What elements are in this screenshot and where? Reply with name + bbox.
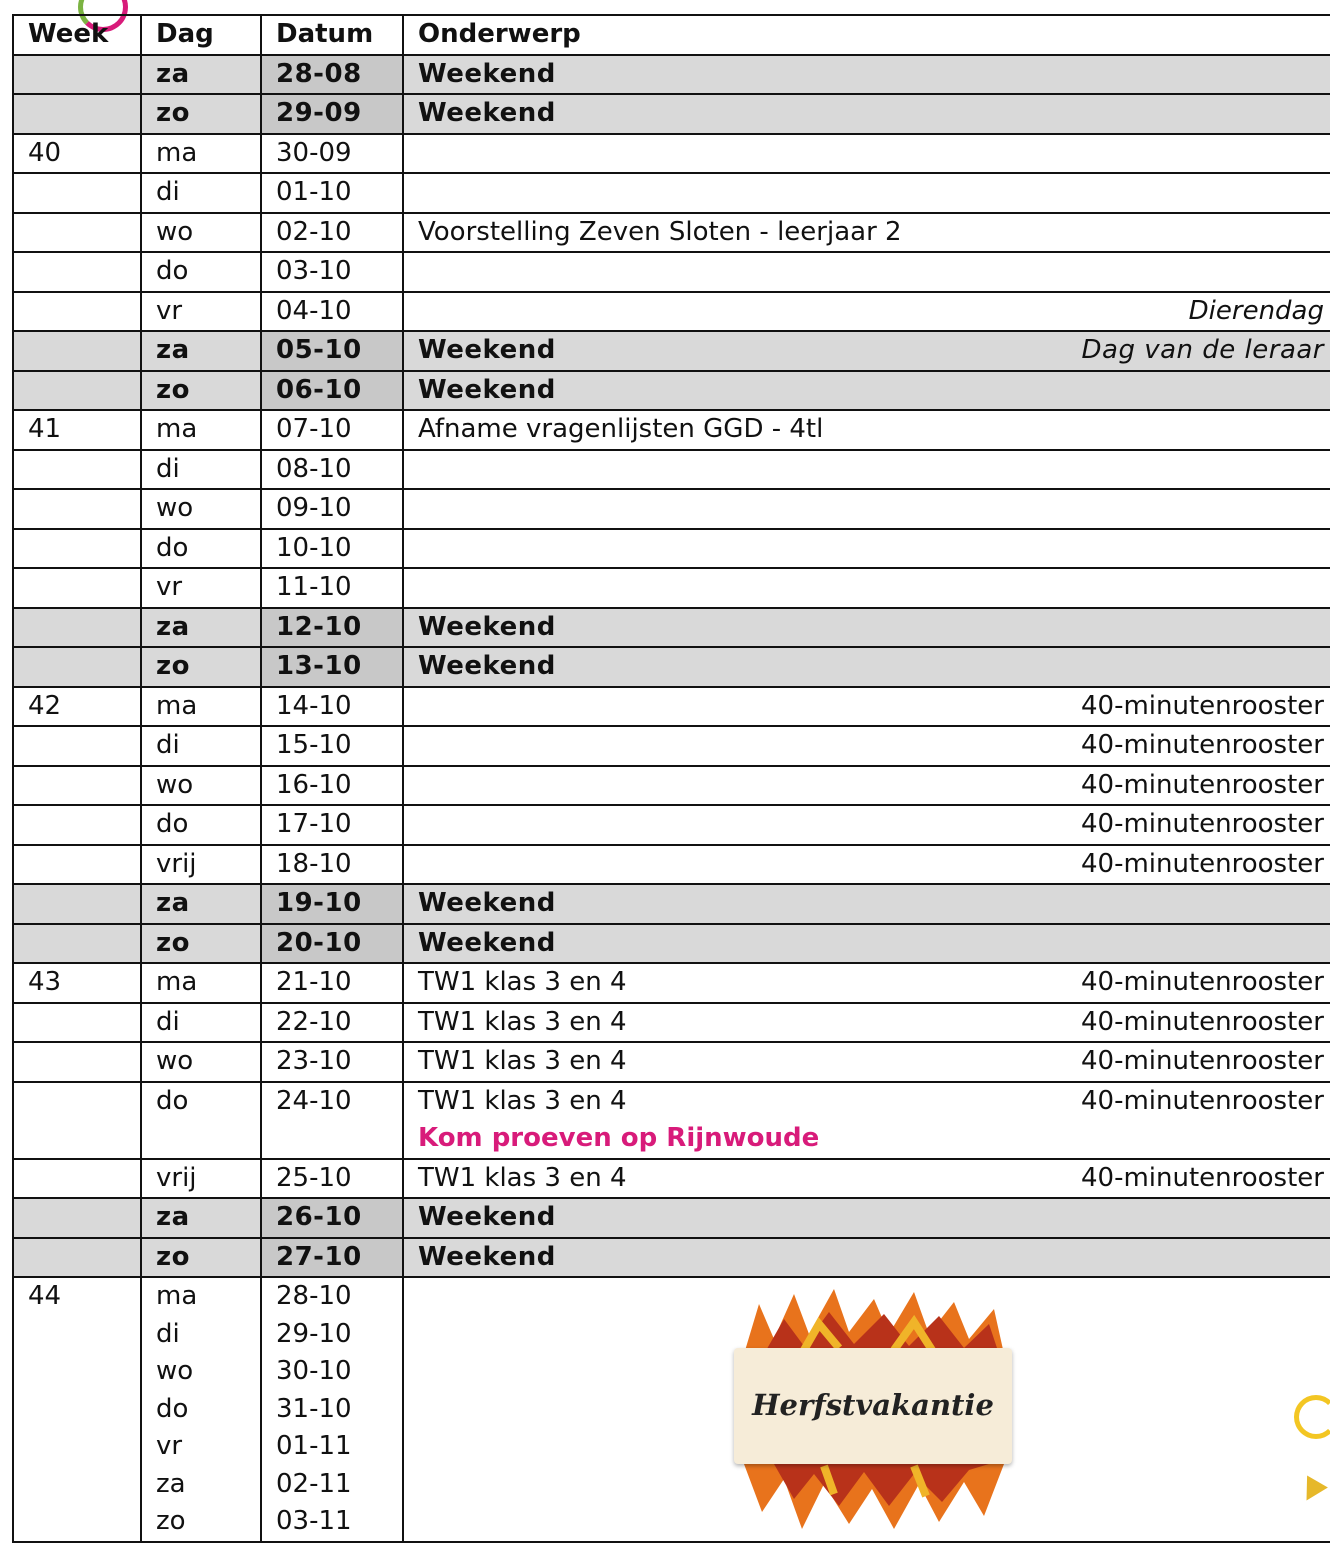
table-row	[13, 410, 1330, 450]
subject-text: Weekend	[418, 58, 556, 89]
day-cell: ma	[141, 134, 261, 174]
subject-cell	[403, 1003, 1330, 1043]
date-cell: 25-10	[261, 1159, 403, 1199]
day-cell: vr	[141, 568, 261, 608]
list-item: di	[156, 1318, 180, 1349]
subject-cell	[403, 845, 1330, 885]
date-cell: 19-10	[261, 884, 403, 924]
subject-cell	[403, 292, 1330, 332]
list-item: 02-11	[276, 1468, 352, 1499]
date-list-cell	[261, 1277, 403, 1542]
subject-cell	[403, 1082, 1330, 1159]
table-row	[13, 1159, 1330, 1199]
table-row	[13, 568, 1330, 608]
table-row	[13, 331, 1330, 371]
list-item: 29-10	[276, 1318, 352, 1349]
week-cell	[13, 647, 141, 687]
day-cell: zo	[141, 924, 261, 964]
day-cell: wo	[141, 1042, 261, 1082]
list-item: 28-10	[276, 1281, 352, 1311]
week-cell	[13, 94, 141, 134]
day-cell: ma	[141, 687, 261, 727]
subject-text: Weekend	[418, 611, 556, 642]
subject-text: Voorstelling Zeven Sloten - leerjaar 2	[418, 216, 902, 247]
table-row	[13, 608, 1330, 648]
date-cell: 10-10	[261, 529, 403, 569]
subject-text: TW1 klas 3 en 4	[418, 1046, 627, 1076]
date-cell: 24-10	[261, 1082, 403, 1159]
day-cell: do	[141, 1082, 261, 1159]
subject-text: Weekend	[418, 927, 556, 958]
table-row	[13, 489, 1330, 529]
date-cell: 04-10	[261, 292, 403, 332]
day-cell: di	[141, 1003, 261, 1043]
day-cell: do	[141, 529, 261, 569]
date-cell: 03-10	[261, 252, 403, 292]
week-cell	[13, 1003, 141, 1043]
day-cell: wo	[141, 213, 261, 253]
date-cell: 05-10	[261, 331, 403, 371]
week-cell: 44	[13, 1277, 141, 1542]
week-cell	[13, 173, 141, 213]
date-cell: 01-10	[261, 173, 403, 213]
table-row	[13, 173, 1330, 213]
week-cell	[13, 371, 141, 411]
day-cell: di	[141, 173, 261, 213]
note-text: 40-minutenrooster	[1080, 1085, 1324, 1116]
note-text: 40-minutenrooster	[1080, 809, 1324, 839]
header-week: Week	[13, 15, 141, 55]
date-cell: 21-10	[261, 963, 403, 1003]
note-text: 40-minutenrooster	[1080, 1046, 1324, 1076]
list-item: 31-10	[276, 1393, 352, 1424]
table-row	[13, 529, 1330, 569]
table-row	[13, 252, 1330, 292]
subject-text: Weekend	[418, 374, 556, 405]
date-cell: 14-10	[261, 687, 403, 727]
subject-text: TW1 klas 3 en 4	[418, 1162, 627, 1193]
subject-cell	[403, 213, 1330, 253]
day-cell: za	[141, 884, 261, 924]
subject-cell	[403, 134, 1330, 174]
week-cell	[13, 450, 141, 490]
day-cell: do	[141, 252, 261, 292]
subject-cell	[403, 726, 1330, 766]
date-cell: 07-10	[261, 410, 403, 450]
day-cell: za	[141, 608, 261, 648]
date-cell: 28-08	[261, 55, 403, 95]
week-cell: 40	[13, 134, 141, 174]
subject-cell	[403, 371, 1330, 411]
week-cell	[13, 1082, 141, 1159]
table-row	[13, 292, 1330, 332]
date-cell: 27-10	[261, 1238, 403, 1278]
date-cell: 13-10	[261, 647, 403, 687]
subject-cell	[403, 805, 1330, 845]
table-row	[13, 647, 1330, 687]
list-item: 01-11	[276, 1431, 352, 1461]
week-cell	[13, 924, 141, 964]
week-cell	[13, 608, 141, 648]
table-row	[13, 726, 1330, 766]
header-row	[13, 15, 1330, 55]
holiday-label: Herfstvakantie	[734, 1348, 1012, 1464]
table-row	[13, 687, 1330, 727]
holiday-row	[13, 1277, 1330, 1542]
list-item: vr	[156, 1431, 183, 1461]
table-row	[13, 94, 1330, 134]
subject-cell	[403, 529, 1330, 569]
date-cell: 20-10	[261, 924, 403, 964]
date-cell: 18-10	[261, 845, 403, 885]
day-cell: wo	[141, 766, 261, 806]
date-cell: 26-10	[261, 1198, 403, 1238]
list-item: 03-11	[276, 1506, 352, 1536]
table-row	[13, 1003, 1330, 1043]
subject-cell	[403, 766, 1330, 806]
week-cell	[13, 252, 141, 292]
day-cell: za	[141, 1198, 261, 1238]
week-cell	[13, 766, 141, 806]
subject-cell	[403, 55, 1330, 95]
table-row	[13, 1042, 1330, 1082]
schedule-body	[13, 55, 1330, 1542]
note-text: 40-minutenrooster	[1080, 769, 1324, 800]
subject-text: Weekend	[418, 1241, 556, 1272]
table-row	[13, 766, 1330, 806]
day-cell: za	[141, 331, 261, 371]
subject-cell	[403, 647, 1330, 687]
header-datum: Datum	[261, 15, 403, 55]
week-cell	[13, 845, 141, 885]
date-cell: 15-10	[261, 726, 403, 766]
subject-text: Weekend	[418, 335, 556, 365]
subject-cell	[403, 410, 1330, 450]
list-item: wo	[156, 1356, 194, 1386]
subject-text: Afname vragenlijsten GGD - 4tl	[418, 414, 824, 444]
subject-cell	[403, 1159, 1330, 1199]
date-cell: 17-10	[261, 805, 403, 845]
date-cell: 22-10	[261, 1003, 403, 1043]
date-cell: 29-09	[261, 94, 403, 134]
subject-cell	[403, 608, 1330, 648]
list-item: ma	[156, 1281, 198, 1311]
header-dag: Dag	[141, 15, 261, 55]
schedule-table	[12, 14, 1330, 1543]
subject-cell	[403, 1042, 1330, 1082]
subject-text: Weekend	[418, 888, 556, 918]
note-text: 40-minutenrooster	[1080, 730, 1324, 760]
date-cell: 02-10	[261, 213, 403, 253]
week-cell	[13, 726, 141, 766]
subject-cell	[403, 884, 1330, 924]
subject-cell	[403, 489, 1330, 529]
subject-cell	[403, 94, 1330, 134]
week-cell	[13, 1198, 141, 1238]
date-cell: 11-10	[261, 568, 403, 608]
week-cell	[13, 489, 141, 529]
week-cell: 43	[13, 963, 141, 1003]
holiday-cell	[403, 1277, 1330, 1542]
note-text: 40-minutenrooster	[1080, 967, 1324, 997]
date-cell: 16-10	[261, 766, 403, 806]
day-list-cell	[141, 1277, 261, 1542]
day-cell: ma	[141, 963, 261, 1003]
subject-text: Weekend	[418, 1202, 556, 1232]
note-text: 40-minutenrooster	[1080, 690, 1324, 721]
table-row	[13, 1082, 1330, 1159]
day-cell: di	[141, 450, 261, 490]
date-cell: 08-10	[261, 450, 403, 490]
date-cell: 06-10	[261, 371, 403, 411]
week-cell	[13, 1042, 141, 1082]
note-text: Dag van de leraar	[1081, 335, 1324, 365]
day-cell: wo	[141, 489, 261, 529]
subject-text: Weekend	[418, 651, 556, 681]
subject-text: TW1 klas 3 en 4	[418, 1006, 627, 1037]
note-text: 40-minutenrooster	[1080, 1006, 1324, 1037]
day-cell: zo	[141, 1238, 261, 1278]
day-cell: zo	[141, 647, 261, 687]
table-row	[13, 845, 1330, 885]
subject-cell	[403, 924, 1330, 964]
subject-text: TW1 klas 3 en 4	[418, 1085, 627, 1116]
table-row	[13, 1238, 1330, 1278]
subject-cell	[403, 173, 1330, 213]
day-cell: vrij	[141, 1159, 261, 1199]
subject-cell	[403, 450, 1330, 490]
table-row	[13, 805, 1330, 845]
week-cell: 41	[13, 410, 141, 450]
holiday-image	[714, 1284, 1034, 1534]
date-cell: 12-10	[261, 608, 403, 648]
week-cell	[13, 805, 141, 845]
highlight-text: Kom proeven op Rijnwoude	[418, 1123, 820, 1153]
subject-cell	[403, 252, 1330, 292]
subject-cell	[403, 963, 1330, 1003]
day-cell: di	[141, 726, 261, 766]
table-row	[13, 450, 1330, 490]
day-cell: vr	[141, 292, 261, 332]
subject-cell	[403, 1198, 1330, 1238]
day-cell: zo	[141, 371, 261, 411]
list-item: 30-10	[276, 1356, 352, 1386]
subject-text: TW1 klas 3 en 4	[418, 967, 627, 997]
week-cell	[13, 331, 141, 371]
subject-cell	[403, 331, 1330, 371]
table-row	[13, 55, 1330, 95]
list-item: zo	[156, 1506, 186, 1536]
table-row	[13, 884, 1330, 924]
subject-cell	[403, 1238, 1330, 1278]
date-cell: 09-10	[261, 489, 403, 529]
table-row	[13, 213, 1330, 253]
week-cell	[13, 568, 141, 608]
day-cell: do	[141, 805, 261, 845]
header-onderwerp: Onderwerp	[403, 15, 1330, 55]
table-row	[13, 371, 1330, 411]
table-row	[13, 1198, 1330, 1238]
week-cell	[13, 55, 141, 95]
list-item: do	[156, 1393, 189, 1424]
week-cell	[13, 529, 141, 569]
week-cell	[13, 1159, 141, 1199]
week-cell	[13, 213, 141, 253]
day-cell: za	[141, 55, 261, 95]
subject-cell	[403, 687, 1330, 727]
note-text: 40-minutenrooster	[1080, 848, 1324, 879]
note-text: 40-minutenrooster	[1080, 1162, 1324, 1193]
week-cell	[13, 884, 141, 924]
table-row	[13, 134, 1330, 174]
date-cell: 23-10	[261, 1042, 403, 1082]
table-row	[13, 963, 1330, 1003]
note-text: Dierendag	[1188, 295, 1324, 326]
week-cell: 42	[13, 687, 141, 727]
week-cell	[13, 292, 141, 332]
day-cell: zo	[141, 94, 261, 134]
subject-cell	[403, 568, 1330, 608]
subject-text: Weekend	[418, 98, 556, 128]
week-cell	[13, 1238, 141, 1278]
day-cell: ma	[141, 410, 261, 450]
list-item: za	[156, 1468, 186, 1499]
date-cell: 30-09	[261, 134, 403, 174]
day-cell: vrij	[141, 845, 261, 885]
table-row	[13, 924, 1330, 964]
